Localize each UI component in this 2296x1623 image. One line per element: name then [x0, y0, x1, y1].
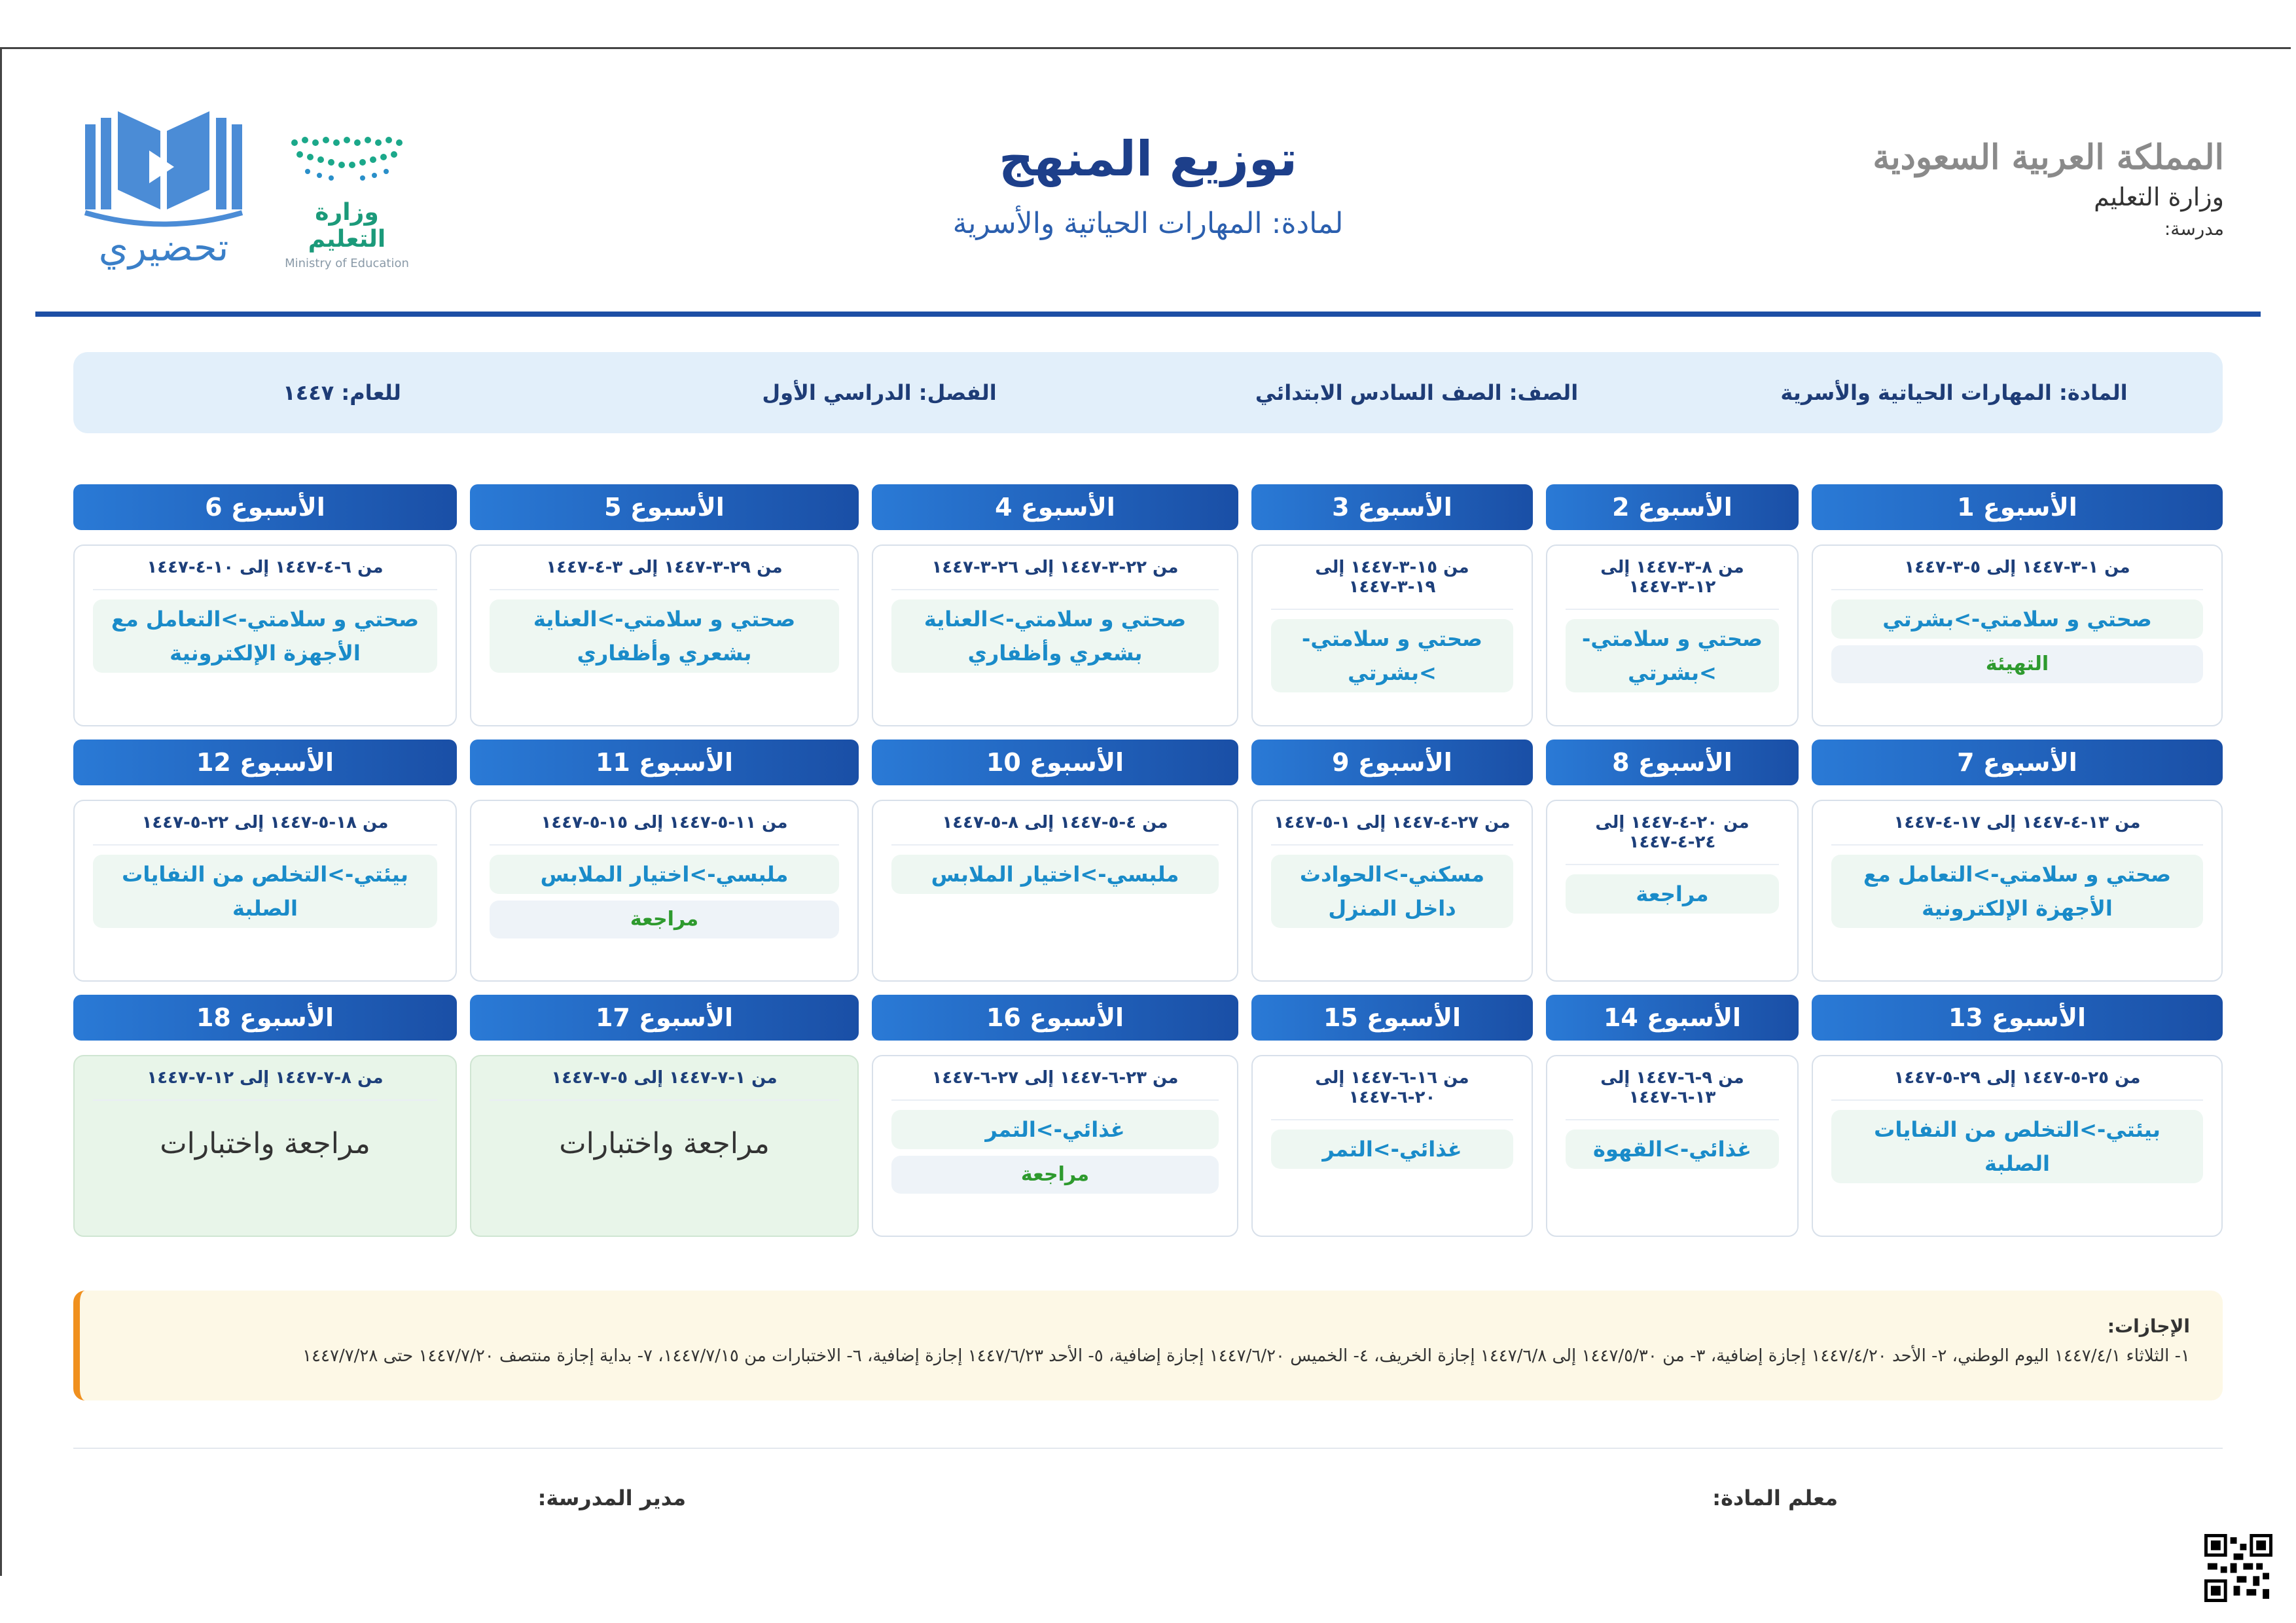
week-card [470, 800, 859, 982]
week-header: الأسبوع 2 [1546, 484, 1799, 530]
week-header: الأسبوع 12 [73, 740, 457, 785]
week-header: الأسبوع 9 [1251, 740, 1533, 785]
ministry-logo [281, 131, 412, 270]
week-cell [1251, 484, 1533, 726]
week-card [1546, 800, 1799, 982]
week-card [1812, 1055, 2223, 1237]
ministry-dots-icon [281, 131, 412, 190]
week-dates: من ٢٩-٣-١٤٤٧ إلى ٣-٤-١٤٤٧ [490, 558, 839, 590]
info-grade: الصف: الصف السادس الابتدائي [1255, 380, 1579, 405]
teacher-signature-label: معلم المادة: [1712, 1486, 1838, 1510]
week-lesson: بيئتي->التخلص من النفايات الصلبة [93, 855, 437, 928]
weeks-grid [73, 484, 2223, 1250]
info-subject: المادة: المهارات الحياتية والأسرية [1780, 380, 2128, 405]
week-header: الأسبوع 4 [872, 484, 1238, 530]
header-divider [35, 312, 2261, 317]
week-card [73, 800, 457, 982]
week-card [872, 800, 1238, 982]
week-lesson: صحتي و سلامتي->العناية بشعري وأظفاري [891, 599, 1219, 673]
week-dates: من ٦-٤-١٤٤٧ إلى ١٠-٤-١٤٤٧ [93, 558, 437, 590]
footer-divider [73, 1448, 2223, 1449]
week-dates: من ١-٣-١٤٤٧ إلى ٥-٣-١٤٤٧ [1831, 558, 2203, 590]
week-lesson: صحتي و سلامتي->بشرتي [1566, 619, 1779, 692]
week-card [1251, 1055, 1533, 1237]
week-header: الأسبوع 18 [73, 995, 457, 1041]
week-header: الأسبوع 1 [1812, 484, 2223, 530]
week-dates: من ٢٣-٦-١٤٤٧ إلى ٢٧-٦-١٤٤٧ [891, 1068, 1219, 1101]
page-subtitle: لمادة: المهارات الحياتية والأسرية [952, 207, 1344, 240]
week-header: الأسبوع 16 [872, 995, 1238, 1041]
week-cell [470, 484, 859, 726]
week-dates: من ١-٧-١٤٤٧ إلى ٥-٧-١٤٤٧ [490, 1068, 839, 1101]
week-dates: من ٤-٥-١٤٤٧ إلى ٨-٥-١٤٤٧ [891, 813, 1219, 846]
principal-signature-label: مدير المدرسة: [537, 1486, 686, 1510]
week-card [1546, 1055, 1799, 1237]
week-exam: مراجعة واختبارات [559, 1127, 770, 1160]
week-card [872, 1055, 1238, 1237]
week-note: مراجعة [891, 1156, 1219, 1194]
week-dates: من ٩-٦-١٤٤٧ إلى ١٣-٦-١٤٤٧ [1566, 1068, 1779, 1120]
week-header: الأسبوع 17 [470, 995, 859, 1041]
week-card [73, 544, 457, 726]
week-cell [73, 740, 457, 982]
week-header: الأسبوع 15 [1251, 995, 1533, 1041]
school-label: مدرسة: [2164, 218, 2224, 240]
holidays-box [73, 1291, 2223, 1400]
week-dates: من ١١-٥-١٤٤٧ إلى ١٥-٥-١٤٤٧ [490, 813, 839, 846]
brand-logo-text: تحضيري [98, 225, 229, 270]
week-header: الأسبوع 7 [1812, 740, 2223, 785]
week-lesson: صحتي و سلامتي->التعامل مع الأجهزة الإلكترونية [1831, 855, 2203, 928]
week-header: الأسبوع 10 [872, 740, 1238, 785]
book-play-icon [79, 105, 249, 229]
week-cell [872, 740, 1238, 982]
week-lesson: صحتي و سلامتي->بشرتي [1271, 619, 1513, 692]
header [33, 92, 2263, 308]
holidays-title: الإجازات: [2107, 1315, 2190, 1337]
week-lesson: مسكني->الحوادث داخل المنزل [1271, 855, 1513, 928]
week-dates: من ١٥-٣-١٤٤٧ إلى ١٩-٣-١٤٤٧ [1271, 558, 1513, 610]
info-bar [73, 352, 2223, 433]
week-header: الأسبوع 11 [470, 740, 859, 785]
week-cell [1251, 995, 1533, 1237]
week-cell [1251, 740, 1533, 982]
week-cell [1546, 484, 1799, 726]
week-cell [1546, 995, 1799, 1237]
ministry-label: وزارة التعليم [2094, 183, 2224, 211]
week-dates: من ٢٥-٥-١٤٤٧ إلى ٢٩-٥-١٤٤٧ [1831, 1068, 2203, 1101]
week-dates: من ٢٠-٤-١٤٤٧ إلى ٢٤-٤-١٤٤٧ [1566, 813, 1779, 865]
week-lesson: غذائي->التمر [1271, 1130, 1513, 1169]
week-dates: من ٨-٧-١٤٤٧ إلى ١٢-٧-١٤٤٧ [93, 1068, 437, 1101]
week-cell [73, 484, 457, 726]
week-card [470, 544, 859, 726]
week-cell [1812, 740, 2223, 982]
week-lesson: صحتي و سلامتي->العناية بشعري وأظفاري [490, 599, 839, 673]
week-lesson: غذائي->القهوة [1566, 1130, 1779, 1169]
week-lesson: صحتي و سلامتي->التعامل مع الأجهزة الإلكترونية [93, 599, 437, 673]
week-header: الأسبوع 6 [73, 484, 457, 530]
weeks-row [73, 484, 2223, 740]
week-lesson: مراجعة [1566, 874, 1779, 914]
week-card [872, 544, 1238, 726]
week-cell [73, 995, 457, 1237]
week-card [1251, 544, 1533, 726]
week-dates: من ٢٧-٤-١٤٤٧ إلى ١-٥-١٤٤٧ [1271, 813, 1513, 846]
week-lesson: صحتي و سلامتي->بشرتي [1831, 599, 2203, 639]
week-exam: مراجعة واختبارات [160, 1127, 370, 1160]
week-header: الأسبوع 8 [1546, 740, 1799, 785]
week-lesson: ملبسي->اختيار الملابس [490, 855, 839, 894]
weeks-row [73, 740, 2223, 995]
week-card [470, 1055, 859, 1237]
week-lesson: ملبسي->اختيار الملابس [891, 855, 1219, 894]
page-title: توزيع المنهج [998, 131, 1298, 187]
week-header: الأسبوع 3 [1251, 484, 1533, 530]
week-card [1251, 800, 1533, 982]
qr-code-icon [2204, 1534, 2272, 1602]
week-card [1546, 544, 1799, 726]
week-lesson: بيئتي->التخلص من النفايات الصلبة [1831, 1110, 2203, 1183]
week-cell [872, 995, 1238, 1237]
week-header: الأسبوع 14 [1546, 995, 1799, 1041]
week-cell [1546, 740, 1799, 982]
week-dates: من ١٣-٤-١٤٤٧ إلى ١٧-٤-١٤٤٧ [1831, 813, 2203, 846]
brand-logo [72, 105, 255, 270]
weeks-row [73, 995, 2223, 1250]
week-cell [1812, 995, 2223, 1237]
week-card [1812, 544, 2223, 726]
week-header: الأسبوع 5 [470, 484, 859, 530]
week-cell [1812, 484, 2223, 726]
holidays-text: ١- الثلاثاء ١٤٤٧/٤/١ اليوم الوطني، ٢- الأحد ١٤٤٧/٤/٢٠ إجازة إضافية، ٣- من ١٤٤٧/٥/٣٠ إلى ١٤٤٧/٦/٨ إجازة الخريف، ٤- الخميس ١٤٤٧/٦/٢٠ إجازة إضافية، ٥- الأحد ١٤٤٧/٦/٢٣ إجازة إضافية، ٦- الاختبارات من ١٤٤٧/٧/١٥، ٧- بداية إجازة منتصف ١٤٤٧/٧/٢٠ حتى ١٤٤٧/٧/٢٨ [302, 1346, 2190, 1366]
week-note: التهيئة [1831, 645, 2203, 683]
week-dates: من ٨-٣-١٤٤٧ إلى ١٢-٣-١٤٤٧ [1566, 558, 1779, 610]
week-header: الأسبوع 13 [1812, 995, 2223, 1041]
week-cell [470, 740, 859, 982]
week-note: مراجعة [490, 901, 839, 938]
ministry-logo-text-en: Ministry of Education [285, 257, 409, 270]
info-term: الفصل: الدراسي الأول [762, 380, 997, 405]
week-cell [872, 484, 1238, 726]
week-cell [470, 995, 859, 1237]
ministry-logo-text-ar: وزارة التعليم [308, 199, 386, 253]
kingdom-calligraphy: المملكة العربية السعودية [1873, 137, 2224, 177]
week-card [1812, 800, 2223, 982]
week-dates: من ١٦-٦-١٤٤٧ إلى ٢٠-٦-١٤٤٧ [1271, 1068, 1513, 1120]
week-dates: من ٢٢-٣-١٤٤٧ إلى ٢٦-٣-١٤٤٧ [891, 558, 1219, 590]
week-card [73, 1055, 457, 1237]
week-dates: من ١٨-٥-١٤٤٧ إلى ٢٢-٥-١٤٤٧ [93, 813, 437, 846]
week-lesson: غذائي->التمر [891, 1110, 1219, 1149]
info-year: للعام: ١٤٤٧ [283, 380, 401, 405]
